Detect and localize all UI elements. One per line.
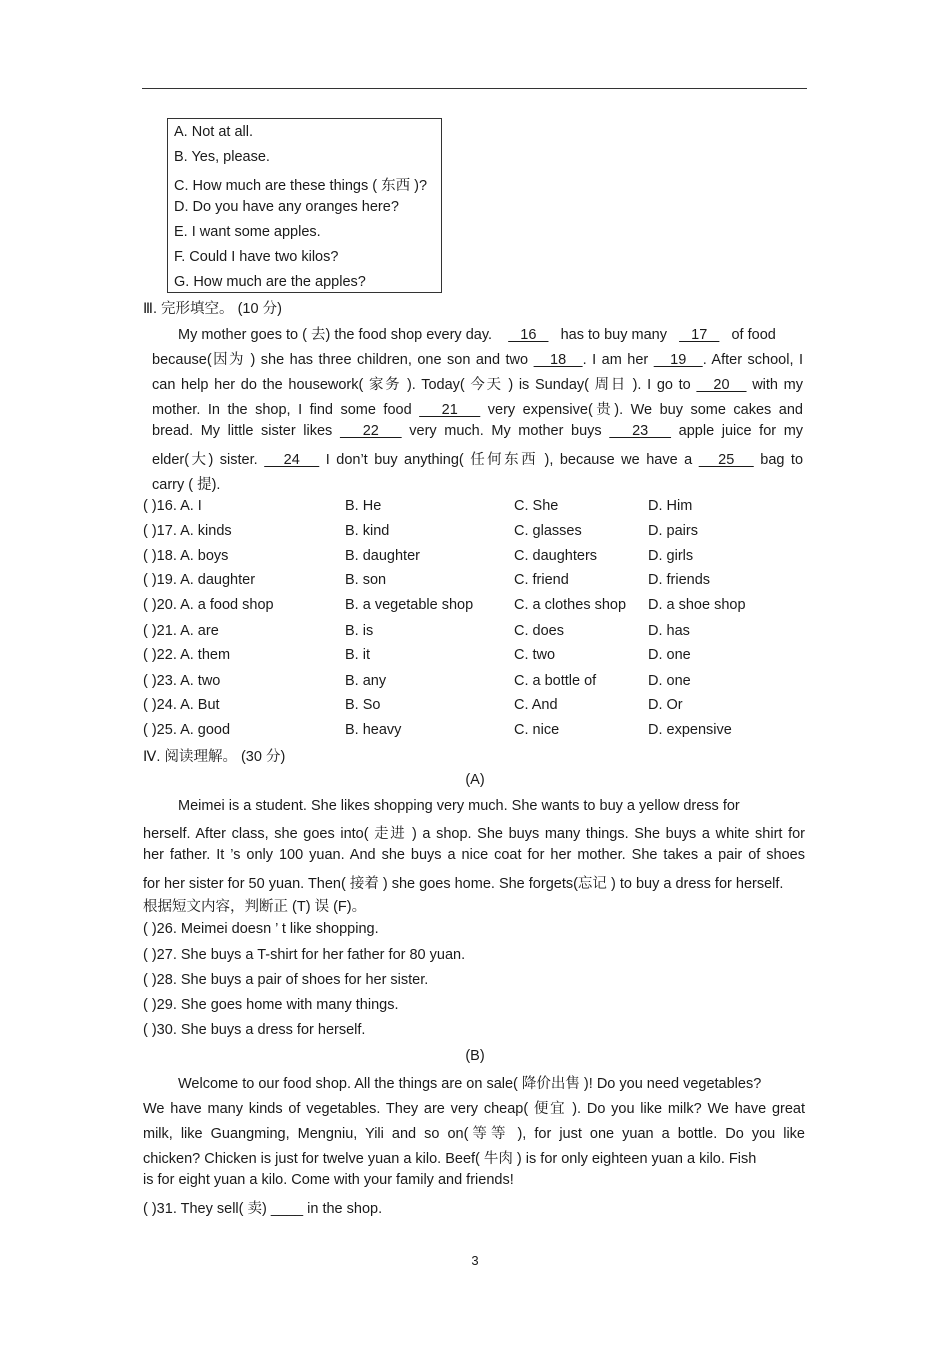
tf-item: ( )30. She buys a dress for herself.: [143, 1022, 366, 1038]
question-number: ( )24. A. But: [143, 697, 220, 713]
blank-19: 19: [653, 352, 703, 368]
passage-text: very much. My mother buys: [409, 423, 602, 439]
passage-line-5: [152, 423, 803, 439]
question-row: [143, 722, 803, 742]
passage-text: with my: [752, 377, 803, 393]
option-c: C. a clothes shop: [514, 597, 627, 613]
section3-heading: Ⅲ. 完形填空。 (10 分): [143, 301, 282, 317]
option-d: D. one: [648, 673, 691, 689]
box-option: C. How much are these things ( 东西 )?: [174, 178, 428, 194]
question-row: [143, 597, 803, 617]
passage-text: because(因为 ) she has three children, one son and two: [152, 352, 529, 368]
option-b: B. He: [345, 498, 382, 514]
box-option: D. Do you have any oranges here?: [174, 199, 399, 215]
question-number: ( )18. A. boys: [143, 548, 229, 564]
option-b: B. daughter: [345, 548, 420, 564]
option-b: B. a vegetable shop: [345, 597, 474, 613]
tf-item: ( )29. She goes home with many things.: [143, 997, 399, 1013]
option-c: C. two: [514, 647, 556, 663]
blank-18: 18: [533, 352, 583, 368]
tf-item: ( )27. She buys a T-shirt for her father for 80 yuan.: [143, 947, 466, 963]
passage-line-6: [152, 448, 803, 469]
passage-text: can help her do the housework( 家务 ). Today( 今天 ) is Sunday( 周日 ). I go to: [152, 377, 691, 393]
option-c: C. glasses: [514, 523, 582, 539]
option-b: B. son: [345, 572, 387, 588]
question-number: ( )25. A. good: [143, 722, 231, 738]
passage-text: I don’t buy anything( 任何东西 ), because we have a: [325, 452, 693, 468]
options-box: [167, 118, 442, 293]
blank-21: 21: [419, 402, 481, 418]
option-d: D. has: [648, 623, 690, 639]
option-b: B. heavy: [345, 722, 402, 738]
option-d: D. girls: [648, 548, 694, 564]
option-d: D. Or: [648, 697, 683, 713]
blank-20: 20: [696, 377, 747, 393]
passage-line-3: [152, 373, 803, 394]
part-a-line: herself. After class, she goes into( 走进 ) a shop. She buys many things. She buys a white shirt for: [143, 826, 805, 842]
option-c: C. friend: [514, 572, 569, 588]
blank-17: 17: [679, 327, 720, 343]
option-b: B. kind: [345, 523, 390, 539]
question-31: ( )31. They sell( 卖) ____ in the shop.: [143, 1201, 383, 1217]
part-a-line: her father. It ’s only 100 yuan. And she buys a nice coat for her mother. She takes a pair of shoes: [143, 847, 805, 863]
part-b-line: chicken? Chicken is just for twelve yuan a kilo. Beef( 牛肉 ) is for only eighteen yuan a kilo. Fish: [143, 1151, 757, 1167]
passage-line-4: [152, 398, 803, 419]
blank-22: 22: [339, 423, 402, 439]
header-rule: [142, 88, 807, 89]
question-row: [143, 647, 803, 667]
question-number: ( )19. A. daughter: [143, 572, 256, 588]
part-b-label: (B): [465, 1048, 485, 1064]
passage-text: very expensive(贵). We buy some cakes and: [487, 402, 803, 418]
passage-line-1: [178, 323, 776, 344]
part-b-line: is for eight yuan a kilo. Come with your family and friends!: [143, 1172, 514, 1188]
option-c: C. nice: [514, 722, 560, 738]
passage-text: apple juice for my: [678, 423, 804, 439]
part-a-label: (A): [465, 772, 485, 788]
option-b: B. any: [345, 673, 387, 689]
option-c: C. a bottle of: [514, 673, 597, 689]
option-d: D. a shoe shop: [648, 597, 746, 613]
option-c: C. And: [514, 697, 558, 713]
question-number: ( )20. A. a food shop: [143, 597, 274, 613]
section4-heading: Ⅳ. 阅读理解。 (30 分): [143, 749, 286, 765]
option-c: C. daughters: [514, 548, 598, 564]
box-option: F. Could I have two kilos?: [174, 249, 339, 265]
box-option: A. Not at all.: [174, 124, 253, 140]
part-b-line: milk, like Guangming, Mengniu, Yili and so on(等等 ), for just one yuan a bottle. Do you like: [143, 1126, 805, 1142]
passage-line-2: [152, 348, 803, 369]
blank-16: 16: [508, 327, 549, 343]
question-row: [143, 673, 803, 693]
part-b-line: We have many kinds of vegetables. They are very cheap( 便宜 ). Do you like milk? We have great: [143, 1101, 805, 1117]
question-number: ( )17. A. kinds: [143, 523, 232, 539]
part-a-instruction: 根据短文内容，判断正 (T) 误 (F)。: [143, 899, 367, 915]
tf-item: ( )28. She buys a pair of shoes for her sister.: [143, 972, 429, 988]
question-row: [143, 523, 803, 543]
option-d: D. Him: [648, 498, 693, 514]
question-row: [143, 498, 803, 518]
question-number: ( )23. A. two: [143, 673, 221, 689]
passage-text: My mother goes to ( 去) the food shop every day.: [178, 327, 493, 343]
passage-text: of food: [731, 327, 776, 343]
option-b: B. is: [345, 623, 374, 639]
option-c: C. does: [514, 623, 564, 639]
question-number: ( )21. A. are: [143, 623, 219, 639]
passage-text: . I am her: [582, 352, 649, 368]
option-d: D. one: [648, 647, 691, 663]
blank-24: 24: [264, 452, 320, 468]
part-b-line: Welcome to our food shop. All the things are on sale( 降价出售 )! Do you need vegetables?: [178, 1076, 762, 1092]
option-d: D. friends: [648, 572, 711, 588]
passage-text: bread. My little sister likes: [152, 423, 333, 439]
part-a-line: for her sister for 50 yuan. Then( 接着 ) she goes home. She forgets(忘记 ) to buy a dress for herself.: [143, 876, 784, 892]
option-c: C. She: [514, 498, 559, 514]
passage-text: mother. In the shop, I find some food: [152, 402, 412, 418]
option-d: D. pairs: [648, 523, 698, 539]
box-option: B. Yes, please.: [174, 149, 270, 165]
option-d: D. expensive: [648, 722, 732, 738]
box-option: G. How much are the apples?: [174, 274, 366, 290]
question-row: [143, 548, 803, 568]
passage-text: has to buy many: [560, 327, 667, 343]
question-row: [143, 572, 803, 592]
passage-text: . After school, I: [702, 352, 803, 368]
box-option: E. I want some apples.: [174, 224, 321, 240]
page-number: 3: [471, 1253, 479, 1268]
passage-text: bag to: [760, 452, 804, 468]
passage-line-7: carry ( 提).: [152, 477, 221, 493]
question-number: ( )22. A. them: [143, 647, 231, 663]
question-row: [143, 697, 803, 717]
passage-text: elder(大) sister.: [152, 452, 258, 468]
question-row: [143, 623, 803, 643]
blank-23: 23: [609, 423, 672, 439]
option-b: B. it: [345, 647, 370, 663]
question-number: ( )16. A. I: [143, 498, 202, 514]
blank-25: 25: [698, 452, 754, 468]
option-b: B. So: [345, 697, 381, 713]
tf-item: ( )26. Meimei doesn ’ t like shopping.: [143, 921, 379, 937]
part-a-line: Meimei is a student. She likes shopping very much. She wants to buy a yellow dress for: [178, 798, 740, 814]
